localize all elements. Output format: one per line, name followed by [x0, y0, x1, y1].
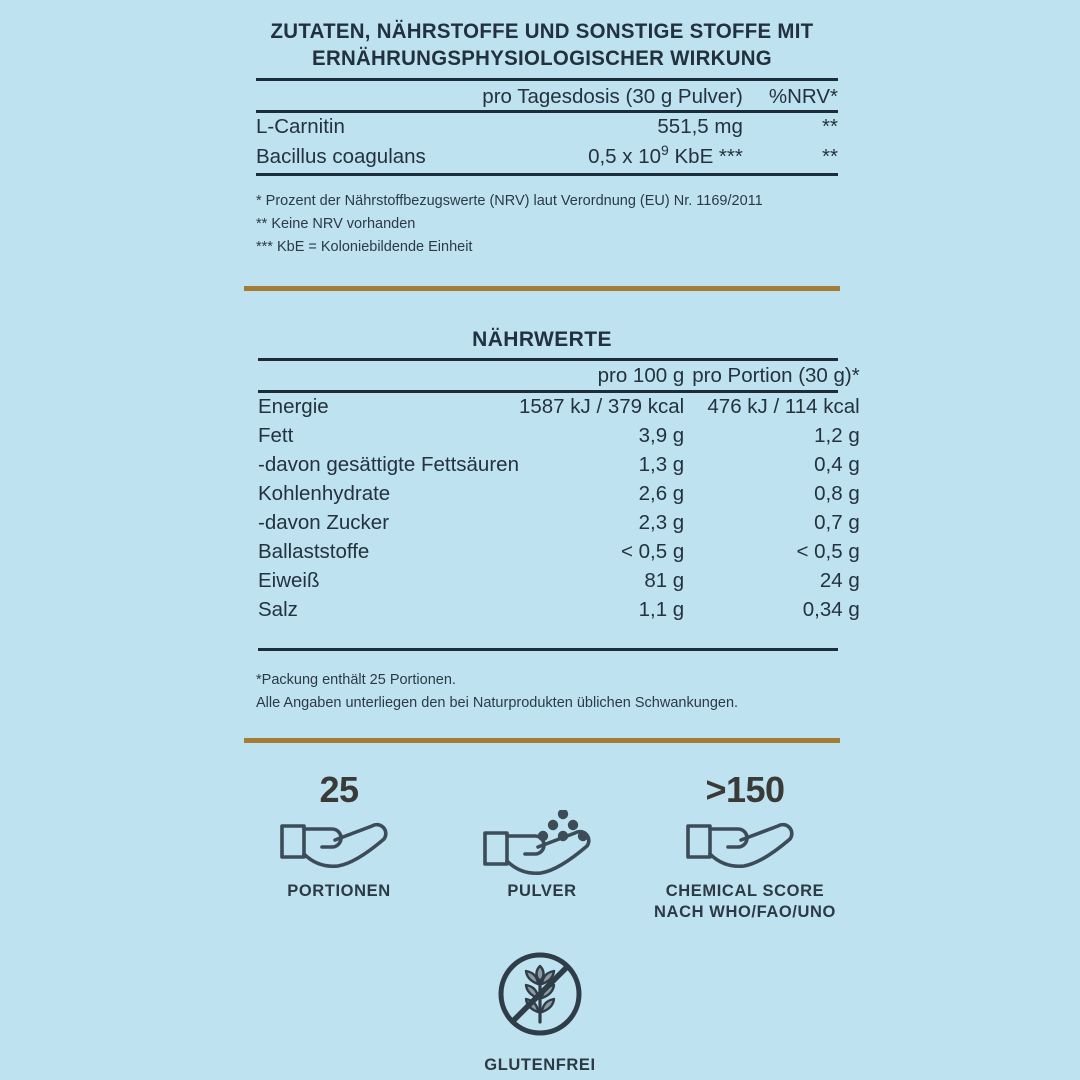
ingredient-name: Bacillus coagulans	[256, 144, 426, 168]
ingredient-amount	[447, 141, 769, 171]
ingredients-table	[256, 84, 838, 171]
nutrient-per-100g: 2,6 g	[638, 482, 685, 505]
nutrient-name: Eiweiß	[258, 569, 320, 592]
nutrient-per-100g: 81 g	[644, 569, 685, 592]
badge-value: 25	[319, 769, 359, 810]
ingredient-footnotes	[256, 190, 763, 259]
badge-value: >150	[705, 769, 785, 810]
table-row	[258, 480, 860, 509]
ingredient-amount-exponent: 9	[661, 142, 669, 158]
nutrition-section-title: NÄHRWERTE	[472, 328, 612, 351]
nutrition-footnotes	[256, 669, 738, 715]
badge-caption-line-2: NACH WHO/FAO/UNO	[654, 903, 836, 921]
table-row	[258, 567, 860, 596]
table-row	[258, 451, 860, 480]
ingredient-name: L-Carnitin	[256, 115, 345, 138]
ingredient-amount-tail: KbE ***	[668, 144, 743, 168]
nutrient-name: Salz	[258, 598, 298, 621]
nutrient-per-portion: 24 g	[819, 569, 860, 592]
ingredients-header-amount: pro Tagesdosis (30 g Pulver)	[482, 85, 743, 108]
badge-caption	[507, 881, 576, 902]
ingredient-nrv: **	[822, 115, 838, 138]
nutrient-per-100g: 1,1 g	[638, 598, 685, 621]
nutrient-per-portion: 0,4 g	[814, 453, 860, 476]
nutrient-per-portion: 0,7 g	[814, 511, 860, 534]
nutrition-table-header-row	[258, 362, 860, 393]
nutrient-per-portion: 0,8 g	[814, 482, 860, 505]
ingredient-amount: 551,5 mg	[657, 115, 743, 138]
ingredients-table-top-rule	[256, 78, 838, 81]
badge-pulver	[447, 770, 637, 902]
hand-icon	[686, 814, 804, 872]
ingredients-table-header-row	[256, 84, 838, 114]
table-row	[258, 422, 860, 451]
footnote-line: ** Keine NRV vorhanden	[256, 216, 416, 232]
nutrient-per-100g: 2,3 g	[638, 511, 685, 534]
nutrition-table-bottom-rule	[258, 648, 838, 651]
nutrition-table-top-rule	[258, 358, 838, 361]
ingredient-nrv: **	[822, 144, 838, 168]
badge-caption-line-1: CHEMICAL SCORE	[665, 882, 825, 900]
badge-caption-line-1: PULVER	[507, 882, 577, 900]
nutrient-per-portion: < 0,5 g	[796, 540, 860, 563]
section-divider-top	[244, 286, 840, 291]
badge-chemical-score	[650, 770, 840, 923]
nutrition-header-name	[258, 362, 519, 393]
table-row	[256, 141, 838, 171]
nutrient-name: Fett	[258, 424, 294, 447]
nutrient-per-portion: 0,34 g	[802, 598, 860, 621]
ingredients-header-nrv: %NRV*	[768, 85, 838, 108]
ingredients-header-name	[256, 84, 447, 114]
badge-caption: GLUTENFREI	[484, 1056, 596, 1074]
badge-caption	[654, 881, 836, 923]
gluten-free-icon	[494, 948, 586, 1045]
nutrient-per-portion: 1,2 g	[814, 424, 860, 447]
table-row	[258, 509, 860, 538]
hand-powder-icon	[483, 814, 601, 872]
page-title	[244, 18, 840, 72]
badge-caption-line-1: PORTIONEN	[287, 882, 391, 900]
footnote-line: Alle Angaben unterliegen den bei Naturprodukten üblichen Schwankungen.	[256, 695, 739, 711]
footnote-line: * Prozent der Nährstoffbezugswerte (NRV) laut Verordnung (EU) Nr. 1169/2011	[256, 193, 763, 209]
table-row	[258, 393, 860, 422]
nutrient-per-100g: 1,3 g	[638, 453, 685, 476]
badge-row	[244, 770, 840, 923]
nutrient-name: Ballaststoffe	[258, 540, 370, 563]
nutrient-name: -davon Zucker	[258, 511, 390, 534]
badge-glutenfrei	[0, 948, 1080, 1076]
hand-icon	[280, 814, 398, 872]
nutrient-per-100g: < 0,5 g	[620, 540, 685, 563]
nutrient-per-100g: 3,9 g	[638, 424, 685, 447]
section-divider-bottom	[244, 738, 840, 743]
nutrition-header-per-portion: pro Portion (30 g)*	[692, 364, 860, 387]
badge-portionen	[244, 770, 434, 902]
ingredients-table-bottom-rule	[256, 173, 838, 176]
nutrition-table	[258, 362, 860, 625]
badge-caption	[287, 881, 391, 902]
nutrient-per-100g: 1587 kJ / 379 kcal	[518, 395, 685, 418]
nutrition-header-per-100g: pro 100 g	[597, 364, 685, 387]
nutrient-per-portion: 476 kJ / 114 kcal	[707, 395, 860, 418]
nutrient-name: Energie	[258, 395, 329, 418]
ingredient-amount-base: 0,5 x 10	[588, 144, 662, 168]
footnote-line: *** KbE = Koloniebildende Einheit	[256, 239, 473, 255]
nutrient-name: -davon gesättigte Fettsäuren	[258, 453, 519, 476]
table-row	[258, 596, 860, 625]
page-title-line-1: ZUTATEN, NÄHRSTOFFE UND SONSTIGE STOFFE MIT	[270, 19, 814, 43]
table-row	[256, 114, 838, 141]
page-title-line-2: ERNÄHRUNGSPHYSIOLOGISCHER WIRKUNG	[312, 46, 772, 70]
nutrient-name: Kohlenhydrate	[258, 482, 391, 505]
footnote-line: *Packung enthält 25 Portionen.	[256, 672, 456, 688]
table-row	[258, 538, 860, 567]
